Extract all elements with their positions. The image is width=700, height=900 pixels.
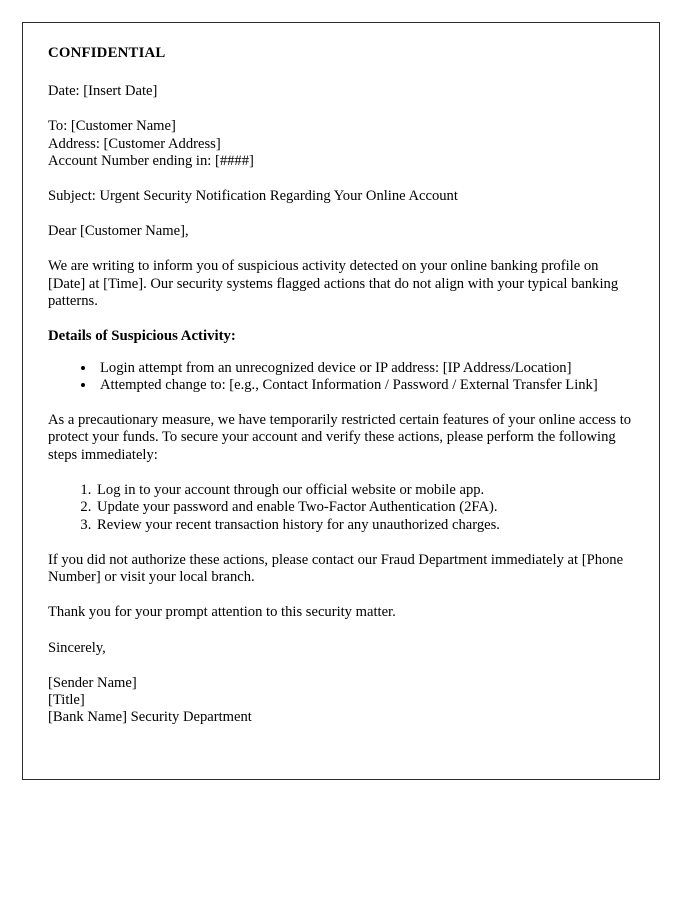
signature-department: [Bank Name] Security Department	[48, 709, 252, 726]
spacer	[48, 346, 636, 360]
spacer	[48, 534, 636, 552]
confidential-heading: CONFIDENTIAL	[48, 45, 166, 61]
subject-line: Subject: Urgent Security Notification Regarding Your Online Account	[48, 188, 458, 205]
signature-title: [Title]	[48, 692, 85, 709]
list-item: • Attempted change to: [e.g., Contact Information / Password / External Transfer Link]	[96, 377, 636, 394]
spacer	[48, 394, 636, 412]
opening-paragraph: We are writing to inform you of suspicious activity detected on your online banking profile on [Date] at [Time]. Our security systems flagged actions that do not align with your typical banking patterns.	[48, 258, 619, 310]
spacer	[48, 586, 636, 604]
document-page	[22, 22, 660, 780]
spacer	[48, 622, 636, 640]
closing-salutation: Sincerely,	[48, 639, 106, 656]
list-item: 1. Log in to your account through our official website or mobile app.	[95, 482, 636, 499]
recipient-to-line: To: [Customer Name]	[48, 118, 176, 135]
spacer	[48, 240, 636, 258]
recipient-address-line: Address: [Customer Address]	[48, 135, 221, 152]
precaution-paragraph: As a precautionary measure, we have temporarily restricted certain features of your online access to protect your funds. To secure your account and verify these actions, please perform the following steps immediately:	[48, 412, 632, 463]
spacer	[48, 464, 636, 482]
spacer	[48, 657, 636, 675]
spacer	[48, 170, 636, 188]
recipient-account-line: Account Number ending in: [####]	[48, 152, 254, 169]
spacer	[48, 310, 636, 328]
action-steps-list	[48, 482, 636, 534]
list-item: 3. Review your recent transaction history for any unauthorized charges.	[95, 517, 636, 534]
spacer	[48, 100, 636, 118]
suspicious-activity-list	[48, 360, 636, 395]
fraud-department-paragraph: If you did not authorize these actions, please contact our Fraud Department immediately at [Phone Number] or visit your local branch.	[48, 551, 624, 586]
document-body	[48, 45, 636, 727]
list-item: 2. Update your password and enable Two-Factor Authentication (2FA).	[95, 499, 636, 516]
signature-sender-name: [Sender Name]	[48, 674, 137, 691]
spacer	[48, 62, 636, 83]
salutation: Dear [Customer Name],	[48, 223, 189, 240]
list-item: • Login attempt from an unrecognized device or IP address: [IP Address/Location]	[96, 360, 636, 377]
closing-thanks: Thank you for your prompt attention to this security matter.	[48, 604, 396, 621]
date-line: Date: [Insert Date]	[48, 83, 158, 100]
details-heading: Details of Suspicious Activity:	[48, 328, 236, 345]
spacer	[48, 205, 636, 223]
